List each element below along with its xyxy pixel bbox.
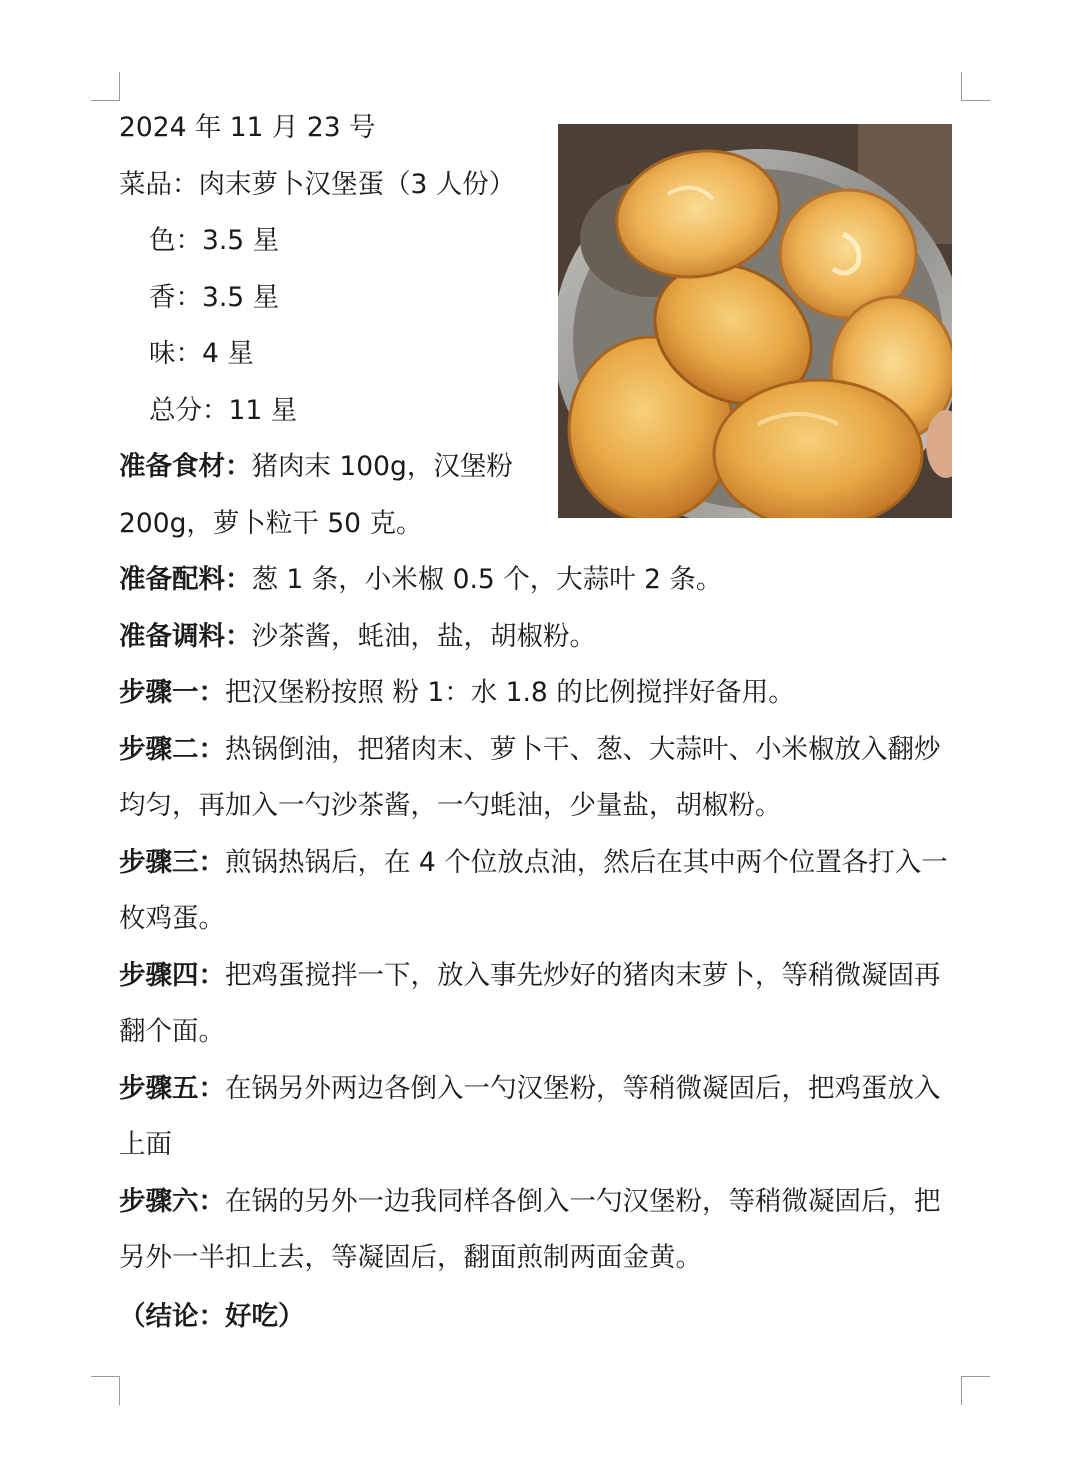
crop-mark-bottom-right [961, 1376, 990, 1405]
section-label: 准备食材： [119, 451, 252, 482]
seasoning-paragraph [119, 609, 964, 666]
rating-value: 3.5 星 [202, 225, 280, 256]
section-text: 沙茶酱，蚝油，盐，胡椒粉。 [251, 620, 596, 652]
step-paragraph [119, 722, 964, 835]
section-text: 猪肉末 100g，汉堡粉 200g，萝卜粒干 50 克。 [119, 451, 513, 539]
crop-mark-bottom-left [91, 1376, 120, 1405]
step-text: 把汉堡粉按照 粉 1：水 1.8 的比例搅拌好备用。 [225, 677, 795, 708]
rating-label: 总分： [149, 394, 229, 426]
step-paragraph [119, 1174, 964, 1287]
rating-color [119, 213, 964, 270]
step-paragraph [119, 835, 964, 948]
rating-value: 11 星 [228, 394, 298, 426]
step-label: 步骤二： [119, 733, 225, 765]
crop-mark-top-left [91, 72, 120, 101]
step-paragraph [119, 665, 964, 722]
step-text: 把鸡蛋搅拌一下，放入事先炒好的猪肉末萝卜，等稍微凝固再翻个面。 [119, 959, 941, 1047]
conclusion-close: ） [278, 1300, 305, 1332]
step-paragraph [119, 948, 964, 1061]
step-text: 在锅的另外一边我同样各倒入一勺汉堡粉，等稍微凝固后，把另外一半扣上去，等凝固后，翻面煎制两面金黄。 [119, 1185, 941, 1273]
section-text: 葱 1 条，小米椒 0.5 个，大蒜叶 2 条。 [251, 564, 723, 595]
step-label: 步骤三： [119, 846, 225, 878]
dish-label: 菜品： [119, 168, 199, 200]
dish-line [119, 157, 964, 214]
step-label: 步骤一： [119, 677, 225, 708]
rating-label: 香： [149, 281, 202, 313]
conclusion-label: 结论： [145, 1300, 225, 1332]
rating-label: 色： [149, 225, 202, 256]
dish-name: 肉末萝卜汉堡蛋（3 人份） [198, 168, 516, 200]
step-text: 在锅另外两边各倒入一勺汉堡粉，等稍微凝固后，把鸡蛋放入上面 [119, 1072, 941, 1160]
step-text: 热锅倒油，把猪肉末、萝卜干、葱、大蒜叶、小米椒放入翻炒均匀，再加入一勺沙茶酱，一勺蚝油，少量盐，胡椒粉。 [119, 733, 941, 821]
garnish-paragraph [119, 552, 964, 609]
step-label: 步骤五： [119, 1072, 225, 1104]
conclusion-value: 好吃 [225, 1300, 278, 1332]
ingredients-paragraph [119, 439, 549, 552]
crop-mark-top-right [961, 72, 990, 101]
date-line: 2024 年 11 月 23 号 [119, 112, 376, 143]
step-label: 步骤六： [119, 1185, 225, 1217]
section-label: 准备配料： [119, 564, 252, 595]
rating-total [119, 383, 964, 440]
rating-value: 3.5 星 [202, 281, 280, 313]
conclusion-open: （ [119, 1300, 146, 1332]
rating-taste [119, 326, 964, 383]
step-paragraph [119, 1061, 964, 1174]
section-label: 准备调料： [119, 620, 252, 652]
recipe-text [119, 100, 964, 1345]
step-label: 步骤四： [119, 959, 225, 991]
rating-label: 味： [149, 338, 202, 369]
rating-value: 4 星 [202, 338, 254, 369]
step-text: 煎锅热锅后，在 4 个位放点油，然后在其中两个位置各打入一枚鸡蛋。 [119, 846, 948, 934]
conclusion-line [119, 1289, 964, 1346]
rating-aroma [119, 270, 964, 327]
